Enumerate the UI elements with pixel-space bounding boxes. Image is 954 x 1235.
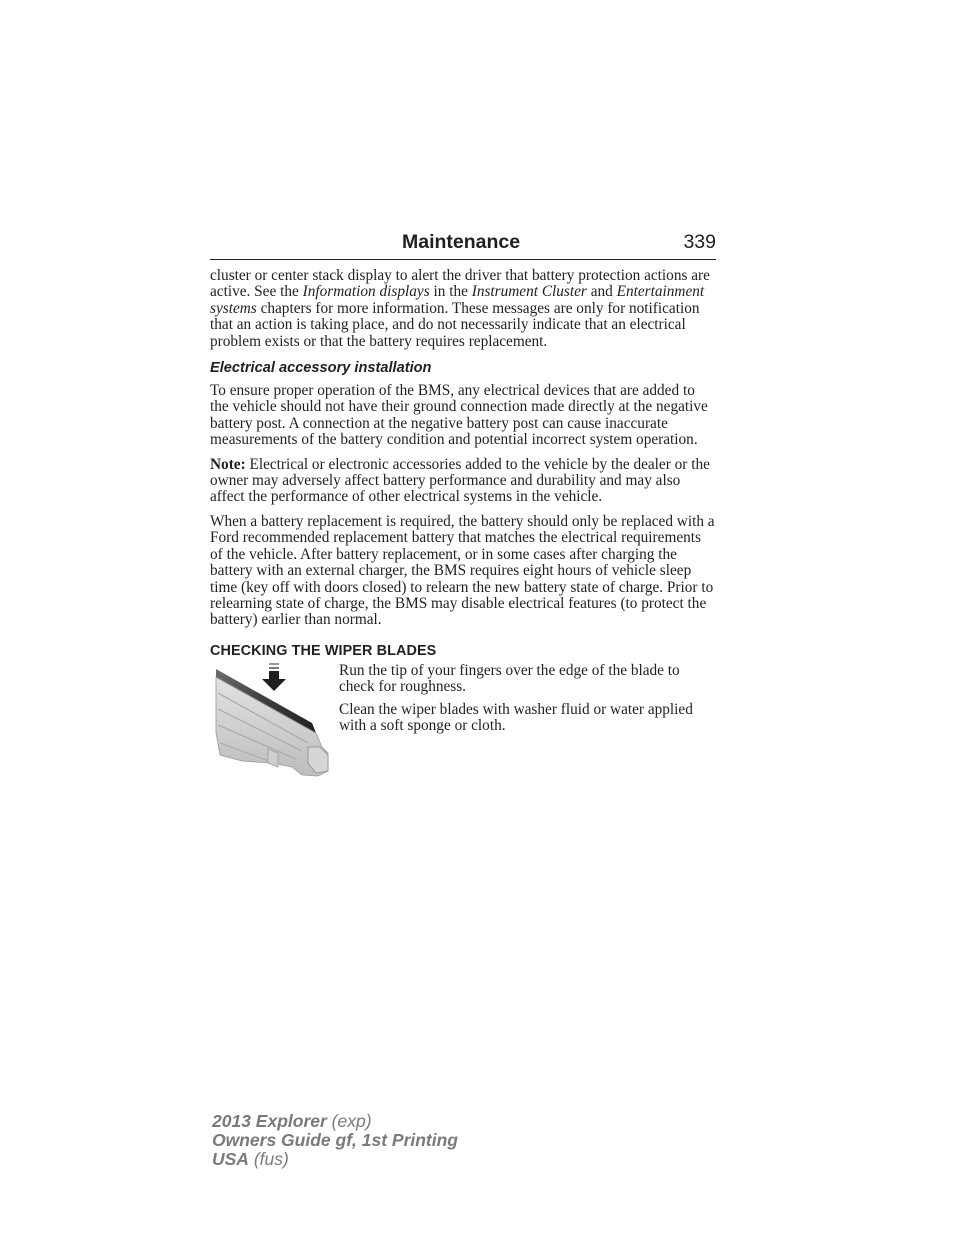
reference-entertainment-systems: Entertainment systems xyxy=(210,283,705,317)
footer-guide: Owners Guide gf, 1st Printing xyxy=(212,1130,458,1151)
text-run: cluster or center stack display to alert the driver that battery protection actions are active. See the xyxy=(210,267,710,301)
footer-line-region xyxy=(212,1150,458,1169)
wiper-check-text: Run the tip of your fingers over the edge of the blade to check for roughness. xyxy=(339,661,680,696)
page-header xyxy=(210,226,716,260)
footer-line-guide xyxy=(212,1131,458,1150)
chapter-title: Maintenance xyxy=(402,231,521,253)
note-text: Electrical or electronic accessories added to the vehicle by the dealer or the owner may adversely affect battery performance and durability and may also affect the performance of other electrical systems in the vehicle. xyxy=(210,455,710,506)
page-number: 339 xyxy=(683,231,716,253)
paragraph-ground-connection: To ensure proper operation of the BMS, any electrical devices that are added to the vehicle should not have their ground connection made directly at the negative battery post. A connection at the negative battery post can cause inaccurate measurements of the battery condition and potential incorrect system operation. xyxy=(210,382,708,449)
reference-information-displays: Information displays xyxy=(302,283,430,301)
footer-region-code: (fus) xyxy=(248,1149,289,1170)
footer-model-code: (exp) xyxy=(326,1111,372,1131)
reference-instrument-cluster: Instrument Cluster xyxy=(471,283,587,301)
note-label: Note: xyxy=(210,455,246,473)
footer-line-model xyxy=(212,1112,458,1131)
text-run: and xyxy=(586,283,617,301)
wiper-section xyxy=(210,663,716,783)
paragraph-battery-replacement: When a battery replacement is required, the battery should only be replaced with a Ford recommended replacement battery that matches the electrical requirements of the vehicle. After battery replacement, or in some cases after charging the battery with an external charger, the BMS requires eight hours of vehicle sleep time (key off with doors closed) to relearn the new battery state of charge. Prior to relearning state of charge, the BMS may disable electrical features (to protect the battery) earlier than normal. xyxy=(210,512,715,629)
footer-model: 2013 Explorer xyxy=(212,1111,327,1131)
note-paragraph xyxy=(210,457,716,506)
arrow-down-icon xyxy=(262,663,286,691)
subheading-electrical-accessory: Electrical accessory installation xyxy=(210,360,432,377)
wiper-clean-text: Clean the wiper blades with washer fluid or water applied with a soft sponge or cloth. xyxy=(339,700,693,734)
page-content xyxy=(210,226,716,783)
text-run: chapters for more information. These messages are only for notification that an action is taking place, and do not necessarily indicate that an electrical problem exists or that the battery requires replacement. xyxy=(210,299,700,350)
paragraph-battery-protection xyxy=(210,268,716,350)
wiper-blade-illustration xyxy=(212,663,332,778)
text-run: in the xyxy=(429,283,472,301)
page-footer xyxy=(212,1112,458,1170)
wiper-instructions xyxy=(339,663,719,735)
section-heading-wiper-blades: CHECKING THE WIPER BLADES xyxy=(210,642,437,659)
footer-region: USA xyxy=(212,1149,249,1170)
